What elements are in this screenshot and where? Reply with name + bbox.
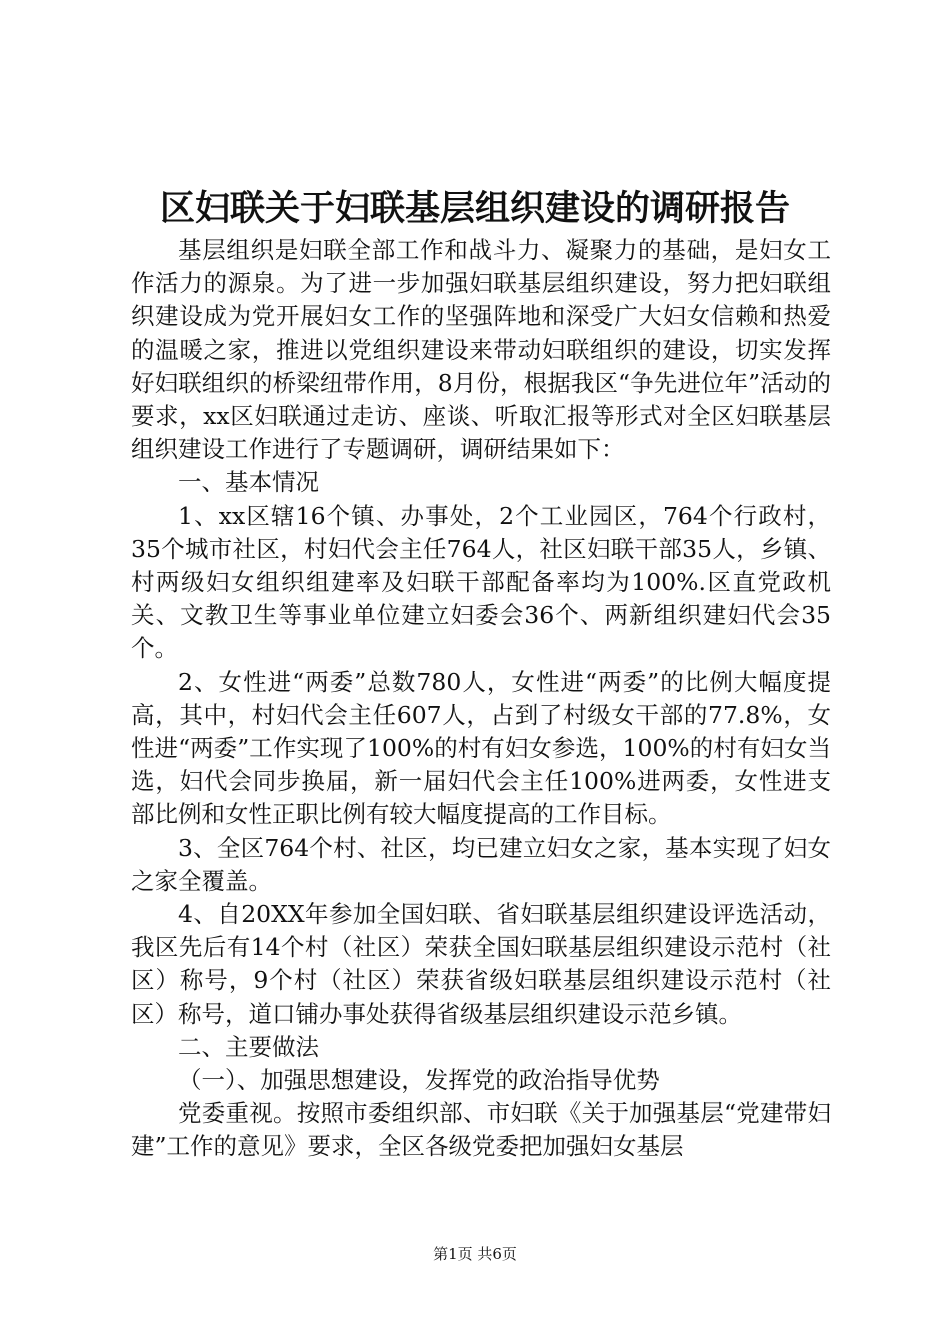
paragraph-item-3: 3、全区764个村、社区，均已建立妇女之家，基本实现了妇女之家全覆盖。 xyxy=(131,833,831,895)
paragraph-item-4: 4、自20XX年参加全国妇联、省妇联基层组织建设评选活动，我区先后有14个村（社区）荣获全国妇联基层组织建设示范村（社区）称号，9个村（社区）荣获省级妇联基层组织建设示范村（社区）称号，道口铺办事处获得省级基层组织建设示范乡镇。 xyxy=(131,900,831,1028)
page-footer: 第1页 共6页 xyxy=(433,1245,517,1263)
document-title: 区妇联关于妇联基层组织建设的调研报告 xyxy=(159,188,790,229)
section-heading-basic-situation: 一、基本情况 xyxy=(178,468,319,497)
subsection-heading-1: （一）、加强思想建设，发挥党的政治指导优势 xyxy=(178,1066,660,1095)
paragraph-item-2: 2、女性进“两委”总数780人，女性进“两委”的比例大幅度提高，其中，村妇代会主任607人，占到了村级女干部的77.8%，女性进“两委”工作实现了100%的村有妇女参选，100%的村有妇女当选，妇代会同步换届，新一届妇代会主任100%进两委，女性进支部比例和女性正职比例有较大幅度提高的工作目标。 xyxy=(131,667,831,829)
paragraph-item-1: 1、xx区辖16个镇、办事处，2个工业园区，764个行政村，35个城市社区，村妇代会主任764人，社区妇联干部35人，乡镇、村两级妇女组织组建率及妇联干部配备率均为100%.区直党政机关、文教卫生等事业单位建立妇委会36个、两新组织建妇代会35个。 xyxy=(131,501,831,663)
intro-paragraph: 基层组织是妇联全部工作和战斗力、凝聚力的基础，是妇女工作活力的源泉。为了进一步加强妇联基层组织建设，努力把妇联组织建设成为党开展妇女工作的坚强阵地和深受广大妇女信赖和热爱的温暖之家，推进以党组织建设来带动妇联组织的建设，切实发挥好妇联组织的桥梁纽带作用，8月份，根据我区“争先进位年”活动的要求，xx区妇联通过走访、座谈、听取汇报等形式对全区妇联基层组织建设工作进行了专题调研，调研结果如下： xyxy=(131,236,831,464)
document-body xyxy=(131,234,831,1164)
paragraph-party-attention: 党委重视。按照市委组织部、市妇联《关于加强基层“党建带妇建”工作的意见》要求，全区各级党委把加强妇女基层 xyxy=(131,1099,831,1161)
section-heading-main-practices: 二、主要做法 xyxy=(178,1032,319,1061)
